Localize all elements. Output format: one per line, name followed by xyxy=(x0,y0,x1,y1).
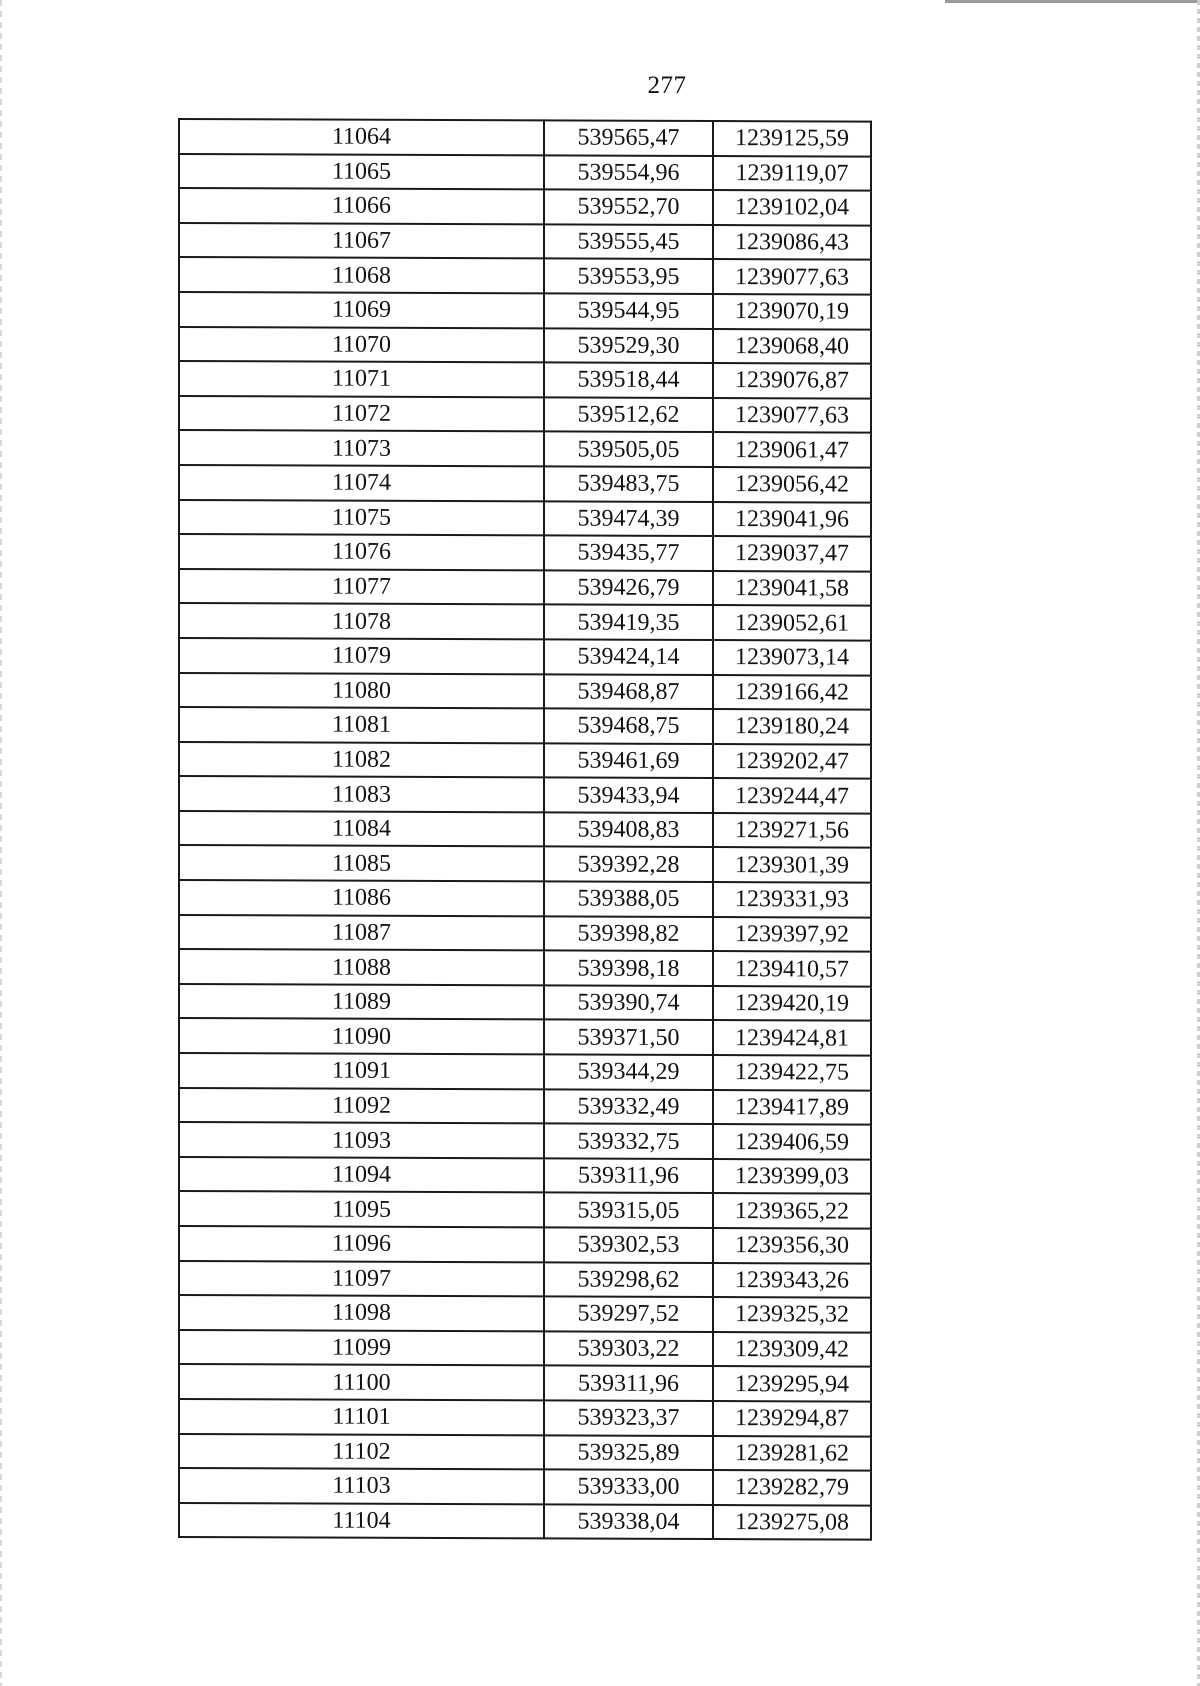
x-coordinate-cell: 539512,62 xyxy=(544,397,713,432)
table-row xyxy=(179,534,871,571)
point-number-cell: 11084 xyxy=(179,811,544,847)
point-number-cell: 11098 xyxy=(179,1295,544,1331)
table-row xyxy=(179,673,871,710)
point-number-cell: 11100 xyxy=(179,1364,544,1400)
point-number-cell: 11101 xyxy=(179,1399,544,1435)
point-number-cell: 11067 xyxy=(179,223,544,259)
x-coordinate-cell: 539468,87 xyxy=(544,674,713,709)
scan-border-line xyxy=(945,0,1200,3)
y-coordinate-cell: 1239301,39 xyxy=(713,848,871,883)
y-coordinate-cell: 1239325,32 xyxy=(713,1297,871,1332)
y-coordinate-cell: 1239365,22 xyxy=(713,1193,871,1228)
point-number-cell: 11066 xyxy=(179,188,544,224)
y-coordinate-cell: 1239420,19 xyxy=(713,986,871,1021)
point-number-cell: 11104 xyxy=(179,1503,544,1539)
point-number-cell: 11089 xyxy=(179,984,544,1020)
y-coordinate-cell: 1239068,40 xyxy=(713,329,871,364)
x-coordinate-cell: 539315,05 xyxy=(544,1193,713,1228)
x-coordinate-cell: 539552,70 xyxy=(544,190,713,225)
x-coordinate-cell: 539461,69 xyxy=(544,743,713,778)
point-number-cell: 11069 xyxy=(179,292,544,328)
table-row xyxy=(179,292,871,329)
point-number-cell: 11082 xyxy=(179,742,544,778)
point-number-cell: 11073 xyxy=(179,430,544,466)
table-row xyxy=(179,984,871,1021)
table-row xyxy=(179,1330,871,1367)
table-row xyxy=(179,1122,871,1159)
point-number-cell: 11068 xyxy=(179,257,544,293)
y-coordinate-cell: 1239309,42 xyxy=(713,1332,871,1367)
y-coordinate-cell: 1239119,07 xyxy=(713,156,871,191)
x-coordinate-cell: 539483,75 xyxy=(544,466,713,501)
point-number-cell: 11071 xyxy=(179,361,544,397)
table-row xyxy=(179,430,871,467)
y-coordinate-cell: 1239077,63 xyxy=(713,398,871,433)
table-row xyxy=(179,327,871,364)
point-number-cell: 11070 xyxy=(179,327,544,363)
x-coordinate-cell: 539344,29 xyxy=(544,1054,713,1089)
point-number-cell: 11072 xyxy=(179,396,544,432)
coordinates-table-body xyxy=(179,119,871,1540)
point-number-cell: 11097 xyxy=(179,1261,544,1297)
x-coordinate-cell: 539371,50 xyxy=(544,1020,713,1055)
x-coordinate-cell: 539311,96 xyxy=(544,1158,713,1193)
y-coordinate-cell: 1239041,58 xyxy=(713,571,871,606)
table-row xyxy=(179,1261,871,1298)
point-number-cell: 11096 xyxy=(179,1226,544,1262)
x-coordinate-cell: 539398,82 xyxy=(544,916,713,951)
point-number-cell: 11081 xyxy=(179,707,544,743)
y-coordinate-cell: 1239399,03 xyxy=(713,1159,871,1194)
x-coordinate-cell: 539555,45 xyxy=(544,224,713,259)
y-coordinate-cell: 1239086,43 xyxy=(713,225,871,260)
y-coordinate-cell: 1239422,75 xyxy=(713,1055,871,1090)
coordinates-table-container xyxy=(178,118,864,1541)
table-row xyxy=(179,188,871,225)
table-row xyxy=(179,1088,871,1125)
x-coordinate-cell: 539529,30 xyxy=(544,328,713,363)
x-coordinate-cell: 539303,22 xyxy=(544,1331,713,1366)
point-number-cell: 11087 xyxy=(179,915,544,951)
y-coordinate-cell: 1239271,56 xyxy=(713,813,871,848)
x-coordinate-cell: 539419,35 xyxy=(544,605,713,640)
x-coordinate-cell: 539553,95 xyxy=(544,259,713,294)
table-row xyxy=(179,1053,871,1090)
table-row xyxy=(179,154,871,191)
point-number-cell: 11093 xyxy=(179,1122,544,1158)
x-coordinate-cell: 539333,00 xyxy=(544,1470,713,1505)
y-coordinate-cell: 1239166,42 xyxy=(713,675,871,710)
point-number-cell: 11103 xyxy=(179,1468,544,1504)
scan-left-edge xyxy=(0,0,2,1686)
y-coordinate-cell: 1239073,14 xyxy=(713,640,871,675)
y-coordinate-cell: 1239061,47 xyxy=(713,432,871,467)
y-coordinate-cell: 1239076,87 xyxy=(713,363,871,398)
y-coordinate-cell: 1239417,89 xyxy=(713,1090,871,1125)
table-row xyxy=(179,361,871,398)
x-coordinate-cell: 539433,94 xyxy=(544,778,713,813)
x-coordinate-cell: 539332,75 xyxy=(544,1124,713,1159)
table-row xyxy=(179,880,871,917)
x-coordinate-cell: 539474,39 xyxy=(544,501,713,536)
y-coordinate-cell: 1239102,04 xyxy=(713,190,871,225)
y-coordinate-cell: 1239356,30 xyxy=(713,1228,871,1263)
point-number-cell: 11075 xyxy=(179,500,544,536)
table-row xyxy=(179,811,871,848)
point-number-cell: 11085 xyxy=(179,845,544,881)
point-number-cell: 11099 xyxy=(179,1330,544,1366)
table-row xyxy=(179,119,871,156)
table-row xyxy=(179,638,871,675)
table-row xyxy=(179,1503,871,1540)
table-row xyxy=(179,1191,871,1228)
point-number-cell: 11090 xyxy=(179,1018,544,1054)
point-number-cell: 11092 xyxy=(179,1088,544,1124)
x-coordinate-cell: 539332,49 xyxy=(544,1089,713,1124)
table-row xyxy=(179,1399,871,1436)
coordinates-table xyxy=(178,118,872,1541)
point-number-cell: 11080 xyxy=(179,673,544,709)
y-coordinate-cell: 1239406,59 xyxy=(713,1124,871,1159)
point-number-cell: 11083 xyxy=(179,776,544,812)
x-coordinate-cell: 539338,04 xyxy=(544,1504,713,1539)
table-row xyxy=(179,1295,871,1332)
point-number-cell: 11088 xyxy=(179,949,544,985)
point-number-cell: 11074 xyxy=(179,465,544,501)
table-row xyxy=(179,1018,871,1055)
x-coordinate-cell: 539468,75 xyxy=(544,708,713,743)
y-coordinate-cell: 1239295,94 xyxy=(713,1366,871,1401)
point-number-cell: 11086 xyxy=(179,880,544,916)
x-coordinate-cell: 539426,79 xyxy=(544,570,713,605)
table-row xyxy=(179,776,871,813)
x-coordinate-cell: 539565,47 xyxy=(544,120,713,155)
x-coordinate-cell: 539505,05 xyxy=(544,432,713,467)
point-number-cell: 11094 xyxy=(179,1157,544,1193)
point-number-cell: 11076 xyxy=(179,534,544,570)
y-coordinate-cell: 1239343,26 xyxy=(713,1263,871,1298)
y-coordinate-cell: 1239275,08 xyxy=(713,1505,871,1540)
x-coordinate-cell: 539408,83 xyxy=(544,812,713,847)
point-number-cell: 11079 xyxy=(179,638,544,674)
y-coordinate-cell: 1239294,87 xyxy=(713,1401,871,1436)
point-number-cell: 11102 xyxy=(179,1434,544,1470)
y-coordinate-cell: 1239180,24 xyxy=(713,709,871,744)
table-row xyxy=(179,465,871,502)
table-row xyxy=(179,949,871,986)
y-coordinate-cell: 1239125,59 xyxy=(713,121,871,156)
x-coordinate-cell: 539392,28 xyxy=(544,847,713,882)
y-coordinate-cell: 1239331,93 xyxy=(713,882,871,917)
y-coordinate-cell: 1239410,57 xyxy=(713,951,871,986)
x-coordinate-cell: 539435,77 xyxy=(544,536,713,571)
x-coordinate-cell: 539424,14 xyxy=(544,639,713,674)
y-coordinate-cell: 1239041,96 xyxy=(713,502,871,537)
y-coordinate-cell: 1239070,19 xyxy=(713,294,871,329)
y-coordinate-cell: 1239244,47 xyxy=(713,778,871,813)
point-number-cell: 11064 xyxy=(179,119,544,155)
table-row xyxy=(179,1468,871,1505)
table-row xyxy=(179,1434,871,1471)
y-coordinate-cell: 1239056,42 xyxy=(713,467,871,502)
table-row xyxy=(179,223,871,260)
x-coordinate-cell: 539311,96 xyxy=(544,1366,713,1401)
y-coordinate-cell: 1239077,63 xyxy=(713,259,871,294)
x-coordinate-cell: 539297,52 xyxy=(544,1297,713,1332)
table-row xyxy=(179,1364,871,1401)
point-number-cell: 11077 xyxy=(179,569,544,605)
x-coordinate-cell: 539518,44 xyxy=(544,363,713,398)
point-number-cell: 11078 xyxy=(179,603,544,639)
point-number-cell: 11091 xyxy=(179,1053,544,1089)
point-number-cell: 11095 xyxy=(179,1191,544,1227)
x-coordinate-cell: 539390,74 xyxy=(544,985,713,1020)
table-row xyxy=(179,396,871,433)
page-number: 277 xyxy=(647,72,687,99)
y-coordinate-cell: 1239397,92 xyxy=(713,917,871,952)
x-coordinate-cell: 539388,05 xyxy=(544,881,713,916)
y-coordinate-cell: 1239282,79 xyxy=(713,1470,871,1505)
table-row xyxy=(179,1226,871,1263)
x-coordinate-cell: 539398,18 xyxy=(544,951,713,986)
table-row xyxy=(179,707,871,744)
table-row xyxy=(179,500,871,537)
x-coordinate-cell: 539302,53 xyxy=(544,1227,713,1262)
table-row xyxy=(179,257,871,294)
x-coordinate-cell: 539298,62 xyxy=(544,1262,713,1297)
y-coordinate-cell: 1239424,81 xyxy=(713,1020,871,1055)
y-coordinate-cell: 1239037,47 xyxy=(713,536,871,571)
table-row xyxy=(179,603,871,640)
y-coordinate-cell: 1239202,47 xyxy=(713,744,871,779)
x-coordinate-cell: 539325,89 xyxy=(544,1435,713,1470)
y-coordinate-cell: 1239052,61 xyxy=(713,605,871,640)
table-row xyxy=(179,915,871,952)
table-row xyxy=(179,569,871,606)
table-row xyxy=(179,845,871,882)
x-coordinate-cell: 539554,96 xyxy=(544,155,713,190)
y-coordinate-cell: 1239281,62 xyxy=(713,1436,871,1471)
table-row xyxy=(179,742,871,779)
table-row xyxy=(179,1157,871,1194)
point-number-cell: 11065 xyxy=(179,154,544,190)
x-coordinate-cell: 539323,37 xyxy=(544,1400,713,1435)
x-coordinate-cell: 539544,95 xyxy=(544,293,713,328)
